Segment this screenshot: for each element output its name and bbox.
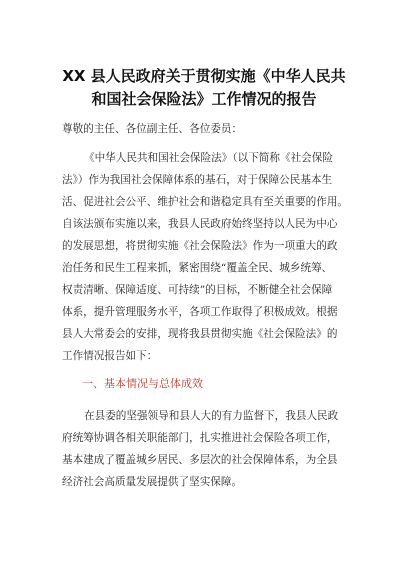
paragraph-1-line: 自该法颁布实施以来，我县人民政府始终坚持以人民为中心 — [62, 218, 338, 230]
report-title-line-2: 和国社会保险法》工作情况的报告 — [91, 90, 317, 108]
paragraph-1-line: 法》）作为我国社会保障体系的基石，对于保障公民基本生 — [62, 174, 333, 186]
report-title-line-1: XX 县人民政府关于贯彻实施《中华人民共 — [62, 67, 346, 85]
paragraph-2-line: 经济社会高质量发展提供了坚实保障。 — [62, 476, 243, 488]
paragraph-2-line: 在县委的坚强领导和县人大的有力监督下，我县人民政 — [84, 410, 339, 422]
paragraph-1-line: 体系，提升管理服务水平，各项工作取得了积极成效。根据 — [62, 306, 338, 318]
paragraph-2-line: 基本建成了覆盖城乡居民、多层次的社会保障体系，为全县 — [62, 454, 338, 466]
paragraph-2-line: 府统筹协调各相关职能部门，扎实推进社会保险各项工作， — [62, 432, 338, 444]
paragraph-1-line: 治任务和民生工程来抓，紧密围绕“覆盖全民、城乡统筹、 — [62, 262, 333, 274]
paragraph-1-line: 活、促进社会公平、维护社会和谐稳定具有至关重要的作用。 — [62, 196, 349, 208]
paragraph-1-line: 《中华人民共和国社会保险法》（以下简称《社会保险 — [84, 152, 333, 164]
paragraph-1-line: 工作情况报告如下： — [62, 350, 158, 362]
paragraph-1-line: 的发展思想，将贯彻实施《社会保险法》作为一项重大的政 — [62, 240, 338, 252]
salutation: 尊敬的主任、各位副主任、各位委员： — [62, 123, 243, 135]
section-heading: 一、基本情况与总体成效 — [82, 377, 203, 390]
paragraph-1-line: 县人大常委会的安排，现将我县贯彻实施《社会保险法》的 — [62, 328, 338, 340]
paragraph-1-line: 权责清晰、保障适度、可持续”的目标，不断健全社会保障 — [62, 284, 333, 296]
